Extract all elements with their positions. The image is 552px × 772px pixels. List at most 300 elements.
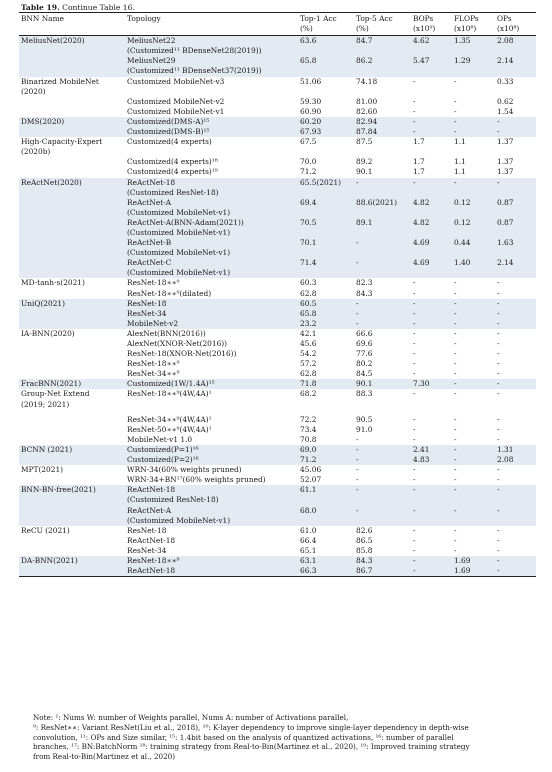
table-cell: - — [454, 535, 457, 545]
table-cell: ResNet-18 — [125, 299, 298, 309]
table-cell: - — [413, 288, 416, 298]
table-cell: 45.06 — [300, 465, 322, 475]
table-cell: - — [413, 76, 416, 86]
table-cell: 91.0 — [356, 424, 373, 434]
table-cell: 71.2 — [298, 455, 354, 465]
table-cell — [19, 289, 125, 299]
table-cell: 60.20 — [298, 117, 354, 127]
table-cell: MeliusNet22 — [125, 36, 298, 47]
table-cell: 65.5(2021) — [298, 178, 354, 188]
table-row — [19, 36, 536, 47]
table-row — [19, 495, 536, 505]
table-row — [19, 475, 536, 485]
table-cell: 42.1 — [300, 328, 317, 338]
table-cell: - — [354, 309, 411, 319]
table-cell: 63.6 — [298, 36, 354, 47]
table-cell — [354, 66, 411, 76]
table-cell — [19, 319, 125, 329]
table-cell: - — [413, 545, 416, 555]
table-cell: - — [413, 278, 416, 288]
table-cell — [495, 147, 536, 157]
table-cell: 69.4 — [298, 198, 354, 208]
table-row — [19, 369, 536, 379]
table-cell: ResNet-18∗∗⁹(4W,4A)¹ — [127, 389, 212, 399]
table-row — [19, 77, 536, 87]
table-cell — [495, 248, 536, 258]
table-cell: - — [411, 566, 452, 577]
table-cell — [125, 400, 298, 410]
table-cell — [452, 147, 495, 157]
table-cell: - — [452, 379, 495, 389]
table-cell: 88.3 — [356, 389, 373, 399]
table-cell: - — [495, 485, 536, 495]
table-cell: - — [497, 339, 500, 348]
table-cell: IA-BNN(2020) — [21, 328, 75, 338]
table-cell: - — [452, 299, 495, 309]
table-header — [19, 13, 536, 36]
table-cell: - — [411, 178, 452, 188]
table-cell: 0.12 — [452, 198, 495, 208]
header-cell: FLOPs — [452, 13, 495, 25]
table-cell: 52.07 — [300, 475, 322, 485]
table-cell: 60.5 — [298, 299, 354, 309]
header-cell: BOPs — [411, 13, 452, 25]
table-cell — [452, 400, 495, 410]
table-cell — [354, 248, 411, 258]
table-cell — [354, 87, 411, 97]
table-cell: - — [497, 288, 500, 298]
table-cell: 90.1 — [354, 379, 411, 389]
table-cell: 82.3 — [356, 278, 373, 288]
table-cell: 1.37 — [497, 157, 514, 167]
table-cell: Binarized MobileNet — [21, 76, 99, 86]
table-cell: - — [497, 465, 500, 475]
table-cell: - — [454, 288, 457, 298]
table-cell — [19, 248, 125, 258]
table-cell — [452, 248, 495, 258]
table-cell — [19, 435, 125, 445]
table-cell: - — [452, 506, 495, 516]
table-cell: - — [454, 414, 457, 424]
table-cell: ResNet-18∗∗⁹ — [125, 556, 298, 566]
table-cell — [298, 248, 354, 258]
table-cell: - — [454, 106, 457, 116]
table-cell — [354, 400, 411, 410]
table-cell: (2020b) — [21, 147, 51, 157]
table-cell: WRN-34(60% weights pruned) — [127, 465, 242, 475]
table-row — [19, 157, 536, 167]
table-cell: 0.87 — [495, 198, 536, 208]
table-cell — [452, 188, 495, 198]
table-cell — [495, 208, 536, 218]
table-cell: Customized(4 experts)¹⁹ — [127, 167, 218, 177]
table-cell: - — [413, 465, 416, 475]
table-cell: 88.6(2021) — [354, 198, 411, 208]
table-row — [19, 359, 536, 369]
table-cell: ReActNet-18 — [125, 178, 298, 188]
table-cell — [298, 46, 354, 56]
table-cell: 70.0 — [300, 157, 317, 167]
table-cell: - — [495, 309, 536, 319]
table-cell: - — [454, 278, 457, 288]
table-cell: 0.44 — [452, 238, 495, 248]
table-cell: - — [495, 127, 536, 137]
table-cell: 1.40 — [452, 258, 495, 268]
table-cell: - — [354, 299, 411, 309]
table-row — [19, 556, 536, 566]
table-cell: WRN-34+BN¹⁷(60% weights pruned) — [127, 475, 266, 485]
table-cell: - — [354, 258, 411, 268]
table-cell: AlexNet(BNN(2016)) — [127, 328, 206, 338]
table-cell: 2.41 — [411, 445, 452, 455]
table-cell: - — [411, 506, 452, 516]
table-cell: - — [454, 389, 457, 399]
table-cell: 1.31 — [495, 445, 536, 455]
table-cell: 70.1 — [298, 238, 354, 248]
table-cell: ReCU (2021) — [21, 525, 70, 535]
table-cell: - — [413, 424, 416, 434]
table-row — [19, 208, 536, 218]
table-cell — [298, 516, 354, 526]
table-cell: BCNN (2021) — [19, 445, 125, 455]
table-cell: 4.82 — [411, 218, 452, 228]
table-cell: 84.3 — [356, 288, 373, 298]
table-cell: 90.1 — [356, 167, 373, 177]
table-cell: - — [497, 545, 500, 555]
table-cell — [495, 268, 536, 278]
table-cell — [354, 147, 411, 157]
table-cell: - — [452, 485, 495, 495]
table-cell: - — [454, 339, 457, 348]
table-cell — [354, 208, 411, 218]
table-cell: ReActNet-A — [125, 198, 298, 208]
table-cell — [19, 238, 125, 248]
table-cell: (Customized¹¹ BDenseNet37(2019)) — [125, 66, 298, 76]
table-cell: - — [356, 434, 359, 444]
table-cell: - — [354, 319, 411, 329]
table-cell: MeliusNet(2020) — [19, 36, 125, 47]
table-cell: - — [411, 117, 452, 127]
table-cell — [19, 566, 125, 577]
table-row — [19, 455, 536, 465]
table-cell: - — [452, 319, 495, 329]
note-line: convolution, ¹¹: OPs and Size similar, ¹⁵: 1.4bit based on the analysis of quantized activations, ¹⁶: number of parallel — [33, 732, 454, 742]
table-cell: - — [497, 389, 500, 399]
table-cell: (Customized ResNet-18) — [125, 188, 298, 198]
table-cell: ResNet-34∗∗⁹ — [127, 369, 180, 379]
table-cell — [495, 66, 536, 76]
table-cell: 23.2 — [298, 319, 354, 329]
table-cell: - — [495, 566, 536, 577]
table-cell — [19, 46, 125, 56]
table-cell — [19, 339, 125, 349]
table-row — [19, 546, 536, 556]
table-cell: - — [413, 389, 416, 399]
table-cell: - — [413, 349, 416, 359]
header-cell: (%) — [298, 24, 354, 36]
table-cell — [19, 56, 125, 66]
table-cell — [19, 66, 125, 76]
table-cell: 63.1 — [298, 556, 354, 566]
table-cell: - — [454, 434, 457, 444]
table-cell — [19, 359, 125, 369]
table-row — [19, 445, 536, 455]
table-cell: (Customized ResNet-18) — [125, 495, 298, 505]
table-cell — [298, 228, 354, 238]
table-cell: 1.35 — [452, 36, 495, 47]
table-cell: Customized MobileNet-v2 — [127, 96, 225, 106]
table-cell — [452, 495, 495, 505]
table-notes — [33, 713, 531, 762]
table-cell: 0.33 — [497, 76, 514, 86]
table-cell: - — [413, 328, 416, 338]
table-cell: 45.6 — [300, 339, 317, 348]
caption-label: Table 19. — [21, 3, 60, 12]
caption-text: Continue Table 16. — [62, 3, 135, 12]
table-row — [19, 188, 536, 198]
table-cell: - — [356, 465, 359, 475]
table-cell: DMS(2020) — [19, 117, 125, 127]
table-cell: Customized(4 experts) — [127, 137, 212, 147]
table-cell: - — [454, 349, 457, 359]
header-cell: BNN Name — [19, 13, 125, 25]
table-row — [19, 415, 536, 425]
table-cell: 66.3 — [298, 566, 354, 577]
table-cell: - — [495, 379, 536, 389]
table-cell: 5.47 — [411, 56, 452, 66]
table-cell: 89.1 — [354, 218, 411, 228]
table-cell: - — [454, 525, 457, 535]
table-cell: 1.69 — [452, 556, 495, 566]
table-cell — [411, 188, 452, 198]
table-cell — [19, 516, 125, 526]
note-line: from Real-to-Bin(Martinez et al., 2020) — [33, 752, 176, 762]
table-cell: 86.5 — [356, 535, 373, 545]
table-cell: - — [454, 96, 457, 106]
table-cell: - — [413, 535, 416, 545]
table-cell — [411, 400, 452, 410]
table-cell: 60.90 — [300, 106, 322, 116]
table-cell: MobileNet-v1 1.0 — [127, 434, 193, 444]
table-cell — [354, 268, 411, 278]
table-cell: FracBNN(2021) — [19, 379, 125, 389]
table-cell: ReActNet-A(BNN-Adam(2021)) — [125, 218, 298, 228]
table-cell: - — [452, 178, 495, 188]
table-cell: - — [354, 485, 411, 495]
table-cell: (2020) — [21, 86, 46, 96]
table-cell: - — [411, 299, 452, 309]
table-row — [19, 465, 536, 475]
table-row — [19, 506, 536, 516]
table-cell: 68.0 — [298, 506, 354, 516]
header-row-1 — [19, 13, 536, 25]
table-cell: 62.8 — [300, 369, 317, 379]
table-cell: 65.8 — [298, 309, 354, 319]
table-cell: - — [452, 127, 495, 137]
table-row — [19, 349, 536, 359]
table-cell: AlexNet(XNOR-Net(2016)) — [127, 339, 228, 348]
table-cell — [411, 208, 452, 218]
table-cell — [354, 188, 411, 198]
table-cell: 0.62 — [497, 96, 514, 106]
table-cell — [411, 66, 452, 76]
table-row — [19, 107, 536, 117]
table-cell — [19, 198, 125, 208]
table-row — [19, 87, 536, 97]
table-cell: 86.2 — [354, 56, 411, 66]
table-cell: Customized(P=2)¹⁶ — [125, 455, 298, 465]
table-cell: 57.2 — [300, 359, 317, 369]
table-cell — [495, 188, 536, 198]
table-row — [19, 117, 536, 127]
table-cell: - — [495, 178, 536, 188]
table-cell: 0.87 — [495, 218, 536, 228]
table-cell — [298, 147, 354, 157]
table-cell — [19, 208, 125, 218]
table-cell: Customized(DMS-A)¹⁵ — [125, 117, 298, 127]
table-cell: 1.7 — [413, 157, 425, 167]
table-cell — [411, 495, 452, 505]
table-cell: 65.1 — [300, 545, 317, 555]
table-cell — [125, 87, 298, 97]
table-cell: Customized(1W/1.4A)¹⁵ — [125, 379, 298, 389]
table-row — [19, 435, 536, 445]
table-cell — [19, 127, 125, 137]
table-cell: ReActNet-18 — [125, 566, 298, 577]
table-cell: ResNet-18∗∗⁹ — [127, 278, 180, 288]
table-cell — [298, 66, 354, 76]
table-cell — [495, 400, 536, 410]
table-cell: 65.8 — [298, 56, 354, 66]
table-row — [19, 485, 536, 495]
table-row — [19, 389, 536, 399]
note-line: Note: ¹: Nums W: number of Weights parallel, Nums A: number of Activations parallel, — [33, 713, 349, 722]
table-cell: ResNet-34 — [127, 545, 167, 555]
table-cell: - — [495, 299, 536, 309]
table-cell: MeliusNet29 — [125, 56, 298, 66]
header-cell: (x10⁸) — [495, 24, 536, 36]
table-cell: 80.2 — [356, 359, 373, 369]
table-cell — [354, 46, 411, 56]
table-cell — [452, 208, 495, 218]
table-row — [19, 198, 536, 208]
table-row — [19, 258, 536, 268]
table-cell: 66.6 — [356, 328, 373, 338]
table-cell: ResNet-34∗∗⁹(4W,4A)¹ — [127, 414, 212, 424]
table-cell — [298, 87, 354, 97]
table-row — [19, 66, 536, 76]
table-cell: 2.14 — [495, 258, 536, 268]
table-row — [19, 329, 536, 339]
table-cell: 1.69 — [452, 566, 495, 577]
table-cell: 90.5 — [356, 414, 373, 424]
table-cell: 4.82 — [411, 198, 452, 208]
table-cell — [125, 147, 298, 157]
table-cell — [411, 248, 452, 258]
table-row — [19, 526, 536, 536]
table-cell: Customized(4 experts)¹⁸ — [127, 157, 218, 167]
table-cell: MobileNet-v2 — [125, 319, 298, 329]
table-cell: 68.2 — [300, 389, 317, 399]
table-cell: 85.8 — [356, 545, 373, 555]
table-cell: 51.06 — [300, 76, 322, 86]
table-cell — [452, 516, 495, 526]
table-cell — [411, 228, 452, 238]
table-cell: - — [454, 328, 457, 338]
table-cell: 1.37 — [497, 167, 514, 177]
table-cell — [298, 188, 354, 198]
table-cell: 71.4 — [298, 258, 354, 268]
table-cell: - — [413, 96, 416, 106]
header-cell: (%) — [354, 24, 411, 36]
table-cell — [19, 258, 125, 268]
table-cell: 61.1 — [298, 485, 354, 495]
table-cell — [452, 87, 495, 97]
table-cell: - — [413, 359, 416, 369]
table-cell: - — [497, 369, 500, 379]
table-cell — [411, 516, 452, 526]
header-cell: (x10⁸) — [452, 24, 495, 36]
table-cell: - — [497, 434, 500, 444]
table-cell: - — [354, 445, 411, 455]
table-cell: 84.5 — [356, 369, 373, 379]
table-cell: - — [413, 106, 416, 116]
table-cell: - — [452, 309, 495, 319]
table-cell — [411, 87, 452, 97]
table-cell: - — [454, 424, 457, 434]
table-row — [19, 425, 536, 435]
table-cell: - — [497, 414, 500, 424]
table-cell: 2.08 — [495, 455, 536, 465]
table-cell: - — [356, 475, 359, 485]
table-cell: ResNet-18 — [127, 525, 167, 535]
table-row — [19, 400, 536, 410]
table-cell: 82.60 — [356, 106, 378, 116]
table-cell — [19, 107, 125, 117]
table-cell: - — [413, 434, 416, 444]
table-row — [19, 536, 536, 546]
table-cell — [452, 228, 495, 238]
table-cell: 1.63 — [495, 238, 536, 248]
table-cell: 1.54 — [497, 106, 514, 116]
table-cell: ReActNet-18 — [125, 485, 298, 495]
table-cell: 67.5 — [300, 137, 317, 147]
table-cell: Group-Net Extend — [21, 389, 90, 399]
table-cell: 1.1 — [454, 167, 466, 177]
table-cell: 4.83 — [411, 455, 452, 465]
table-cell: 82.6 — [356, 525, 373, 535]
table-cell — [19, 536, 125, 546]
table-cell: 73.4 — [300, 424, 317, 434]
table-cell: ReActNet-18 — [127, 535, 176, 545]
table-cell: 1.7 — [413, 167, 425, 177]
table-cell — [298, 400, 354, 410]
table-cell — [19, 455, 125, 465]
table-cell: (Customized MobileNet-v1) — [125, 516, 298, 526]
table-cell — [19, 268, 125, 278]
header-cell: Topology — [125, 13, 298, 25]
table-row — [19, 248, 536, 258]
table-row — [19, 238, 536, 248]
table-cell: ReActNet-A — [125, 506, 298, 516]
table-cell: - — [454, 545, 457, 555]
table-cell: - — [354, 455, 411, 465]
header-cell — [125, 24, 298, 36]
table-cell: 7.30 — [411, 379, 452, 389]
table-cell — [354, 516, 411, 526]
table-cell — [19, 218, 125, 228]
table-cell: MPT(2021) — [21, 465, 64, 475]
